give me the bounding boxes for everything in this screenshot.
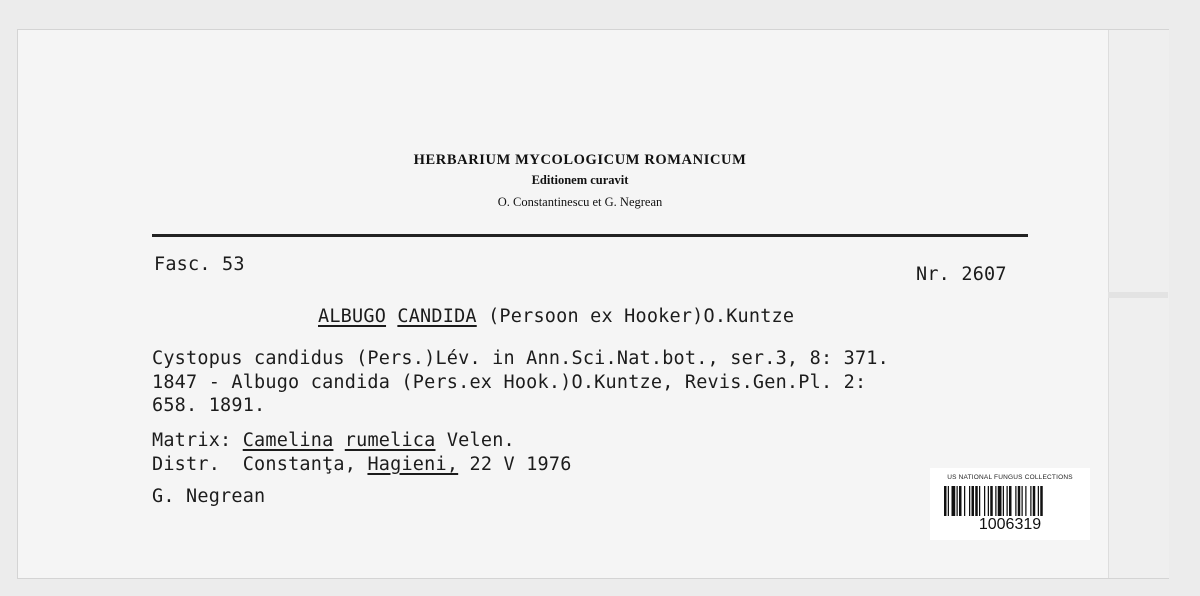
editor-names: O. Constantinescu et G. Negrean (497, 195, 663, 209)
synonymy-line-3: 658. 1891. (152, 395, 266, 416)
host-epithet: rumelica (344, 430, 436, 451)
barcode-bar (959, 486, 962, 516)
barcode-bar (1038, 486, 1039, 516)
species-name (318, 306, 794, 328)
distribution-label: Distr. (152, 454, 221, 475)
barcode-bar (984, 486, 985, 516)
barcode-bar (1007, 486, 1008, 516)
distribution-locality: Hagieni, (367, 454, 459, 475)
barcode-bar (988, 486, 989, 516)
barcode-bars (944, 486, 1076, 516)
barcode-bar (969, 486, 970, 516)
editor-subtitle: Editionem curavit (531, 173, 629, 187)
barcode-bar (998, 486, 1002, 516)
barcode-bar (1025, 486, 1026, 516)
barcode-bar (957, 486, 958, 516)
species-authority: (Persoon ex Hooker)O.Kuntze (488, 306, 795, 327)
synonymy-line-2: 1847 - Albugo candida (Pers.ex Hook.)O.Kuntze, Revis.Gen.Pl. 2: (152, 372, 867, 393)
herbarium-title: HERBARIUM MYCOLOGICUM ROMANICUM (413, 152, 747, 168)
barcode-bar (1003, 486, 1004, 516)
barcode-bar (1018, 486, 1021, 516)
card-fold-edge (1108, 30, 1169, 578)
barcode-bar (1040, 486, 1043, 516)
barcode-bar (972, 486, 975, 516)
distribution-line (152, 454, 572, 476)
barcode-bar (975, 486, 978, 516)
barcode-bar (995, 486, 996, 516)
barcode-bar (1033, 486, 1036, 516)
barcode-bar (1030, 486, 1031, 516)
species-genus: ALBUGO (318, 306, 387, 327)
synonymy-line-1: Cystopus candidus (Pers.)Lév. in Ann.Sci.Nat.bot., ser.3, 8: 371. (152, 348, 889, 369)
species-epithet: CANDIDA (397, 306, 477, 327)
barcode-label (930, 468, 1090, 540)
distribution-place: Constanţa, (242, 454, 357, 475)
barcode-bar (964, 486, 965, 516)
collection-date: 22 V 1976 (469, 454, 572, 475)
fascicle-number: Fasc. 53 (154, 254, 245, 275)
barcode-bar (979, 486, 980, 516)
barcode-number: 1006319 (978, 516, 1042, 533)
barcode-bar (948, 486, 949, 516)
header-divider (152, 234, 1028, 237)
label-header (300, 150, 860, 214)
exsiccata-number: Nr. 2607 (916, 264, 1007, 285)
barcode-bar (1015, 486, 1016, 516)
card-tab-strip (1108, 292, 1168, 298)
matrix-label: Matrix: (152, 430, 232, 451)
barcode-bar (952, 486, 956, 516)
matrix-line (152, 430, 515, 452)
barcode-bar (1022, 486, 1023, 516)
barcode-caption: US NATIONAL FUNGUS COLLECTIONS (947, 474, 1073, 481)
barcode-bar (990, 486, 993, 516)
barcode-bar (944, 486, 947, 516)
barcode-bar (1009, 486, 1012, 516)
host-authority: Velen. (446, 430, 515, 451)
collector-name: G. Negrean (152, 486, 266, 507)
host-genus: Camelina (242, 430, 334, 451)
